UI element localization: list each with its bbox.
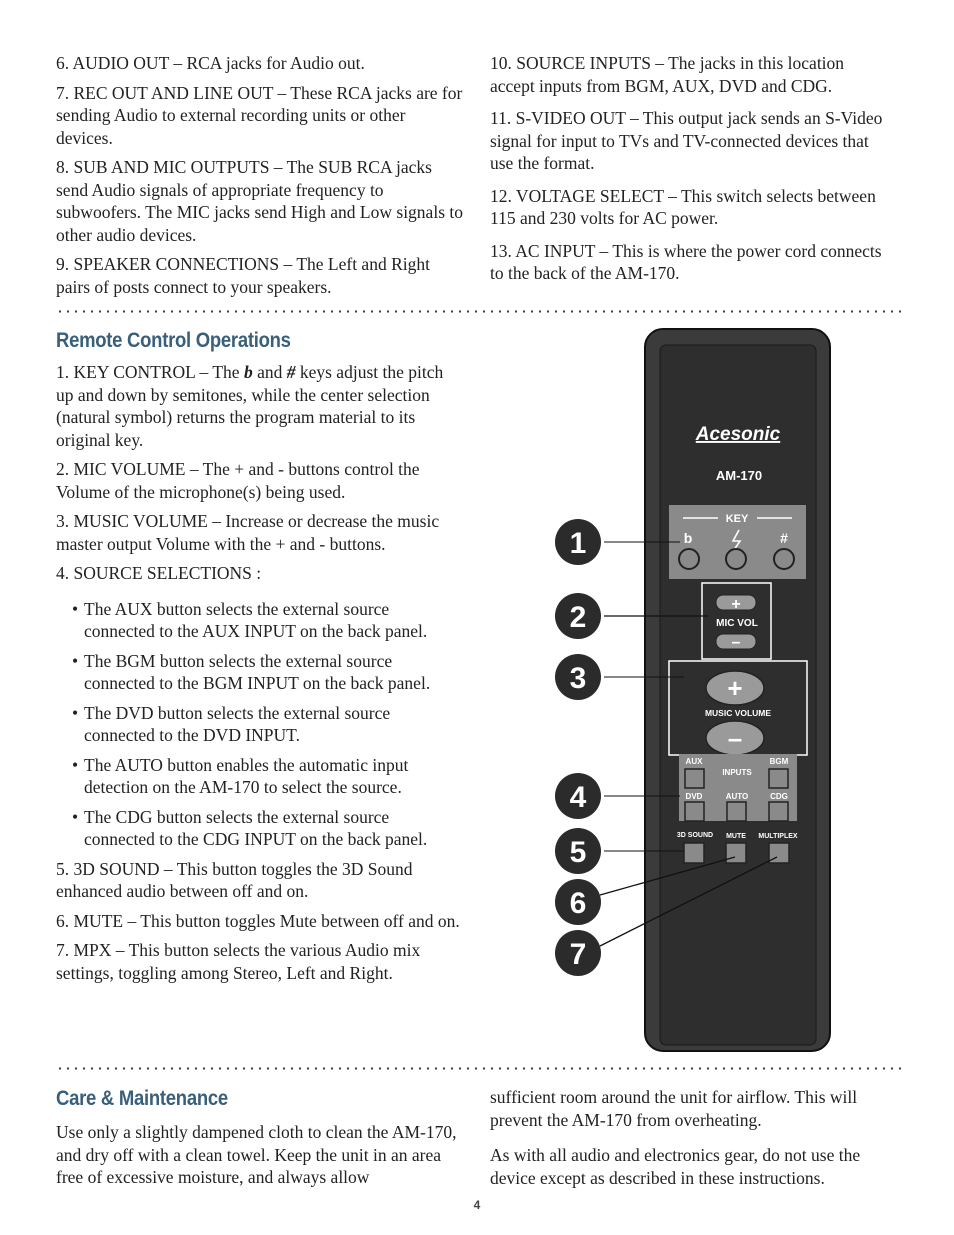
auto-label: AUTO	[725, 792, 749, 801]
flat-symbol: b	[243, 362, 253, 382]
callout-2-number: 2	[569, 601, 587, 634]
key-sharp-label: #	[780, 530, 788, 546]
item-mpx: 7. MPX – This button selects the various Audio mix settings, toggling among Stereo, Left and Right.	[56, 940, 421, 983]
auto-button[interactable]	[727, 802, 746, 821]
key-control-prefix: 1. KEY CONTROL – The	[56, 362, 244, 382]
mic-vol-label: MIC VOL	[716, 618, 758, 629]
item-svideo-out: 11. S-VIDEO OUT – This output jack sends an S-Video signal for input to TVs and TV-connected devices that use the format.	[490, 108, 883, 173]
key-flat-button[interactable]	[679, 549, 699, 569]
bullet-cdg: • The CDG button selects the external source connected to the CDG INPUT on the back panel.	[72, 806, 464, 851]
3d-sound-button[interactable]	[684, 843, 704, 863]
dvd-label: DVD	[685, 792, 703, 801]
key-control-suffix: keys adjust the pitch up and down by semitones, while the center selection (natural symbol) returns the program material to its original key.	[56, 362, 444, 450]
bullet-dvd: • The DVD button selects the external source connected to the DVD INPUT.	[72, 702, 464, 747]
item-mic-volume: 2. MIC VOLUME – The + and - buttons control the Volume of the microphone(s) being used.	[56, 459, 420, 502]
inputs-label: INPUTS	[722, 768, 752, 777]
callout-3-number: 3	[569, 662, 587, 695]
mute-label: MUTE	[726, 833, 746, 840]
cdg-button[interactable]	[769, 802, 788, 821]
cdg-label: CDG	[770, 792, 788, 801]
dotted-divider-bottom	[56, 1067, 902, 1070]
item-rec-out: 7. REC OUT AND LINE OUT – These RCA jacks are for sending Audio to external recording units or other devices.	[56, 82, 463, 148]
aux-label: AUX	[685, 757, 703, 766]
dotted-divider-top	[56, 310, 902, 313]
top-left-column	[56, 52, 464, 305]
remote-text-column	[56, 361, 464, 991]
item-audio-out: 6. AUDIO OUT – RCA jacks for Audio out.	[56, 53, 365, 73]
bgm-button[interactable]	[769, 769, 788, 788]
sharp-symbol: #	[286, 362, 296, 382]
item-mute: 6. MUTE – This button toggles Mute between off and on.	[56, 910, 460, 931]
item-speaker-connections: 9. SPEAKER CONNECTIONS – The Left and Right pairs of posts connect to your speakers.	[56, 254, 430, 297]
item-3d-sound: 5. 3D SOUND – This button toggles the 3D Sound enhanced audio between off and on.	[56, 858, 413, 901]
callout-5-number: 5	[569, 836, 587, 869]
item-voltage-select: 12. VOLTAGE SELECT – This switch selects between 115 and 230 volts for AC power.	[490, 185, 876, 228]
item-source-inputs: 10. SOURCE INPUTS – The jacks in this location accept inputs from BGM, AUX, DVD and CDG.	[490, 53, 845, 96]
mic-plus-glyph: +	[731, 596, 741, 613]
brand-logo: Acesonic	[695, 424, 781, 445]
care-right-text-2: As with all audio and electronics gear, do not use the device except as described in these instructions.	[490, 1145, 861, 1188]
bgm-label: BGM	[769, 757, 789, 766]
callout-4-number: 4	[569, 781, 587, 814]
key-label: KEY	[725, 513, 749, 525]
care-right-text-1: sufficient room around the unit for airflow. This will prevent the AM-170 from overheating.	[490, 1087, 858, 1130]
remote-heading: Remote Control Operations	[56, 329, 291, 352]
source-bullet-list	[56, 598, 464, 851]
callout-1-number: 1	[569, 527, 587, 560]
music-volume-label: MUSIC VOLUME	[704, 708, 772, 718]
bullet-aux: • The AUX button selects the external source connected to the AUX INPUT on the back panel.	[72, 598, 464, 643]
music-plus-glyph: +	[727, 673, 743, 703]
mic-minus-glyph: –	[731, 634, 741, 651]
multiplex-label: MULTIPLEX	[758, 833, 798, 840]
top-right-column	[490, 52, 890, 292]
dvd-button[interactable]	[685, 802, 704, 821]
callout-7-number: 7	[569, 938, 587, 971]
page-number: 4	[473, 1198, 481, 1212]
3d-sound-label: 3D SOUND	[676, 832, 714, 839]
aux-button[interactable]	[685, 769, 704, 788]
key-sharp-button[interactable]	[774, 549, 794, 569]
key-flat-label: b	[683, 530, 693, 546]
care-heading: Care & Maintenance	[56, 1087, 228, 1110]
item-source-selections: 4. SOURCE SELECTIONS :	[56, 563, 262, 583]
key-control-middle: and	[252, 362, 287, 382]
item-key-control	[56, 361, 464, 451]
model-label: AM-170	[715, 468, 763, 483]
item-sub-mic-outputs: 8. SUB AND MIC OUTPUTS – The SUB RCA jacks send Audio signals of appropriate frequency to subwoofers. The MIC jacks send High and Low signals to other audio devices.	[56, 157, 463, 245]
mute-button[interactable]	[726, 843, 746, 863]
music-minus-glyph: –	[727, 723, 743, 753]
callout-6-number: 6	[569, 887, 587, 920]
care-left-text: Use only a slightly dampened cloth to clean the AM-170, and dry off with a clean towel. Keep the unit in an area free of excessive moisture, and always allow	[56, 1122, 457, 1187]
care-right-column	[490, 1086, 890, 1196]
bullet-auto: • The AUTO button enables the automatic input detection on the AM-170 to select the source.	[72, 754, 464, 799]
bullet-bgm: • The BGM button selects the external source connected to the BGM INPUT on the back panel.	[72, 650, 464, 695]
remote-diagram	[540, 320, 850, 1060]
item-ac-input: 13. AC INPUT – This is where the power cord connects to the back of the AM-170.	[490, 240, 882, 283]
item-music-volume: 3. MUSIC VOLUME – Increase or decrease the music master output Volume with the + and - buttons.	[56, 511, 440, 554]
key-natural-button[interactable]	[726, 549, 746, 569]
care-left-column	[56, 1121, 460, 1196]
